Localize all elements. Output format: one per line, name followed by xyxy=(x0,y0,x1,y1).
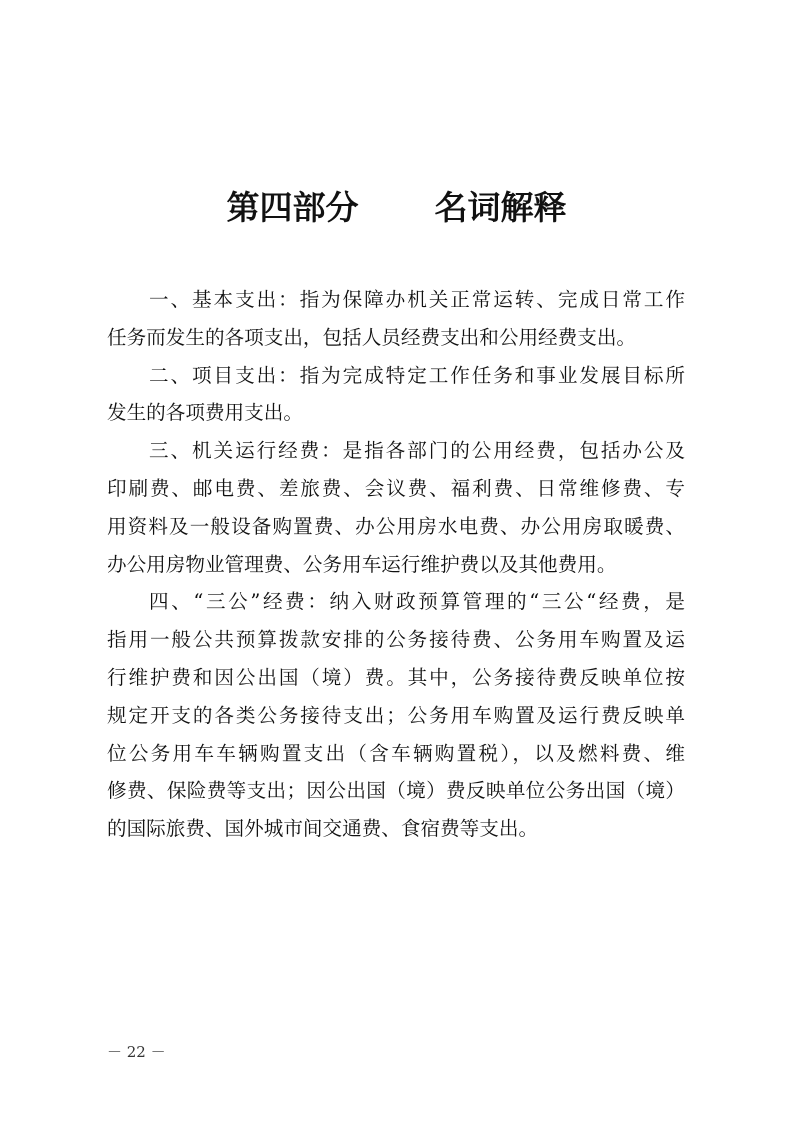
paragraph-4-line-2: 指用一般公共预算拨款安排的公务接待费、公务用车购置及运 xyxy=(107,628,685,652)
title-name: 名词解释 xyxy=(434,188,567,227)
paragraph-4-line-1: 四、“三公”经费：纳入财政预算管理的“三公“经费，是 xyxy=(149,590,685,614)
paragraph-4-line-5: 位公务用车车辆购置支出（含车辆购置税），以及燃料费、维 xyxy=(107,741,685,765)
paragraph-4-line-4: 规定开支的各类公务接待支出；公务用车购置及运行费反映单 xyxy=(107,703,685,727)
paragraph-1-line-2: 任务而发生的各项支出，包括人员经费支出和公用经费支出。 xyxy=(107,325,637,349)
paragraph-3-line-4: 办公用房物业管理费、公务用车运行维护费以及其他费用。 xyxy=(107,552,617,576)
paragraph-3-line-1: 三、机关运行经费：是指各部门的公用经费，包括办公及 xyxy=(149,439,685,463)
paragraph-2-line-2: 发生的各项费用支出。 xyxy=(107,401,303,425)
paragraph-4-line-7: 的国际旅费、国外城市间交通费、食宿费等支出。 xyxy=(107,817,539,841)
paragraph-1-line-1: 一、基本支出：指为保障办机关正常运转、完成日常工作 xyxy=(149,288,685,311)
page-number: － 22 － xyxy=(107,1043,166,1061)
paragraph-2-line-1: 二、项目支出：指为完成特定工作任务和事业发展目标所 xyxy=(149,363,685,387)
title-part: 第四部分 xyxy=(226,188,359,227)
paragraph-3-line-2: 印刷费、邮电费、差旅费、会议费、福利费、日常维修费、专 xyxy=(107,476,685,500)
paragraph-4-line-3: 行维护费和因公出国（境）费。其中，公务接待费反映单位按 xyxy=(107,665,685,689)
page-title xyxy=(0,184,793,232)
document-body xyxy=(107,281,685,848)
paragraph-4-line-6: 修费、保险费等支出；因公出国（境）费反映单位公务出国（境） xyxy=(107,779,685,803)
paragraph-3-line-3: 用资料及一般设备购置费、办公用房水电费、办公用房取暖费、 xyxy=(107,514,685,538)
